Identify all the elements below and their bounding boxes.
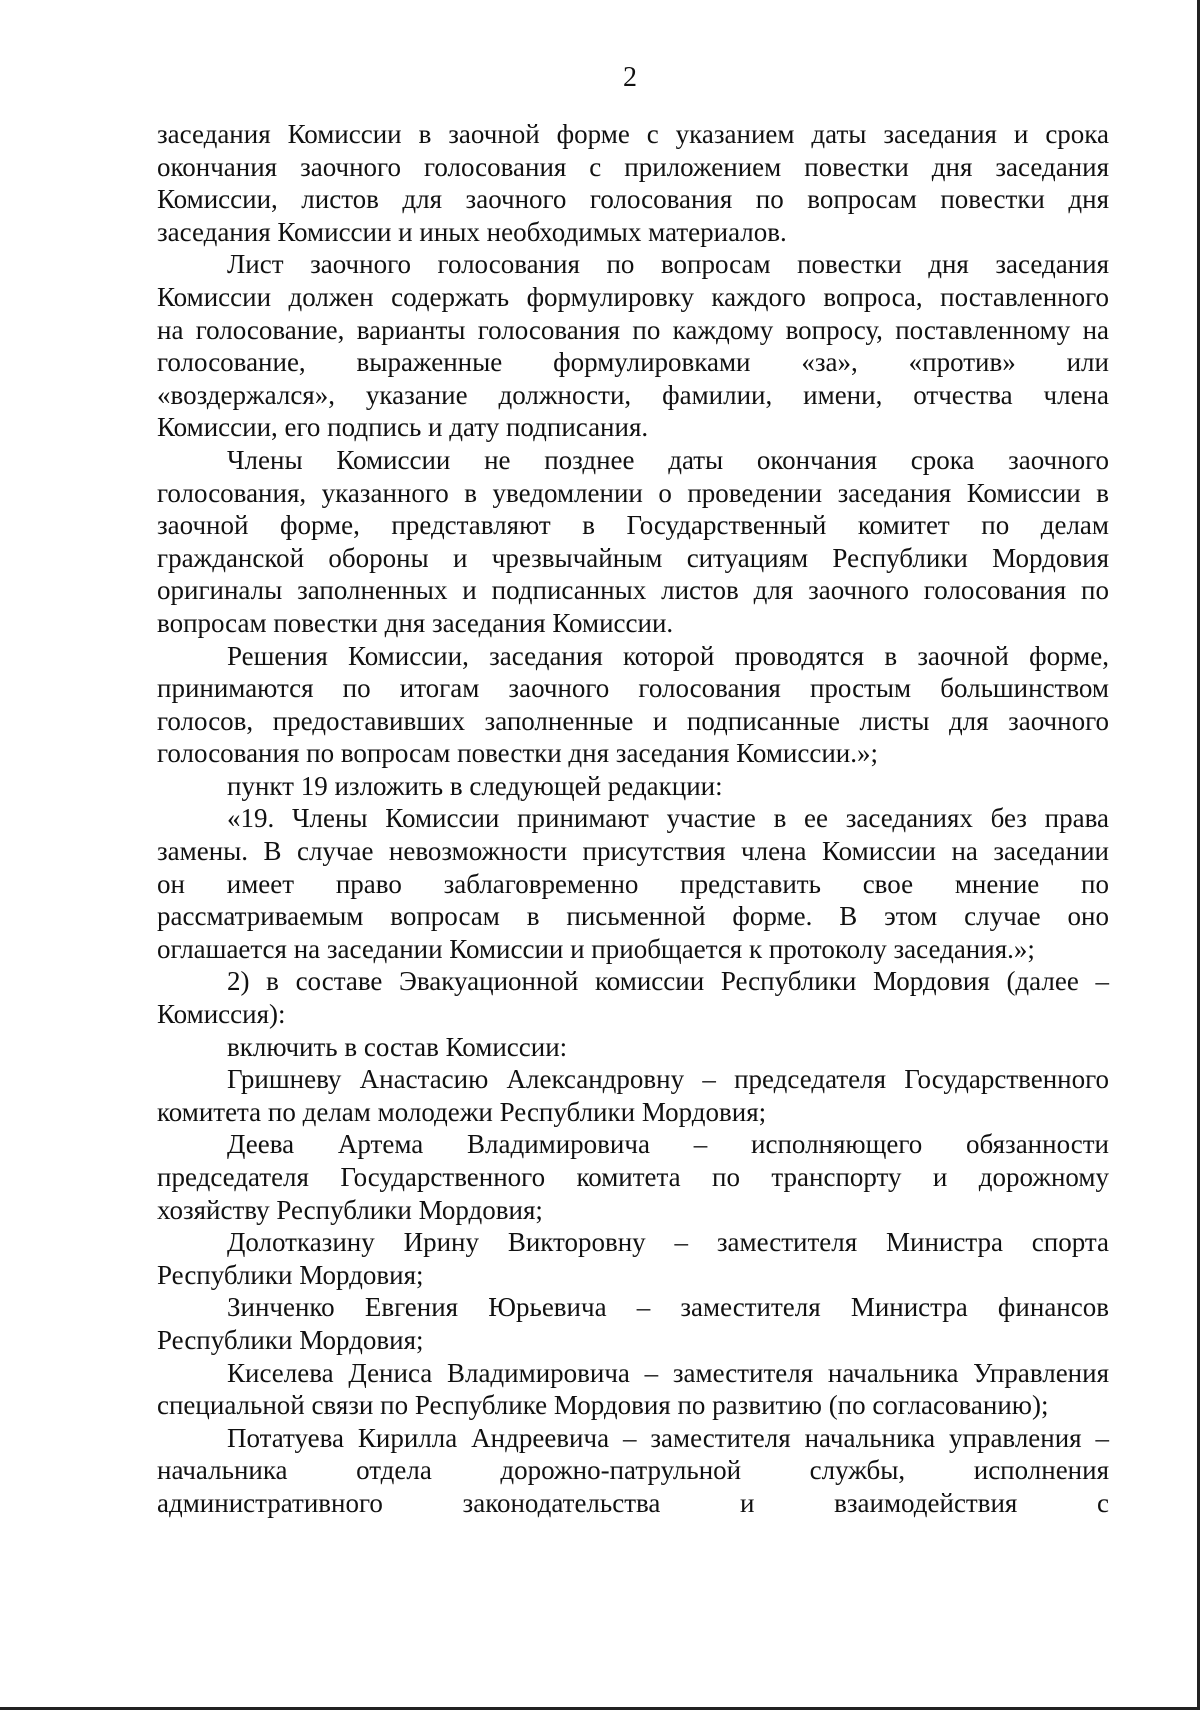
text-line: включить в состав Комиссии:: [227, 1031, 568, 1062]
text-line: голосования по вопросам повестки дня заседания Комиссии.»;: [157, 738, 878, 769]
text-line: окончания заочного голосования с приложением повестки дня заседания: [157, 151, 1109, 182]
text-line: 2) в составе Эвакуационной комиссии Республики Мордовия (далее –: [227, 966, 1109, 997]
text-line: он имеет право заблаговременно представить свое мнение по: [157, 868, 1109, 899]
text-line: Гришневу Анастасию Александровну – председателя Государственного: [227, 1064, 1109, 1095]
text-line: оглашается на заседании Комиссии и приобщается к протоколу заседания.»;: [157, 933, 1035, 964]
text-line: Республики Мордовия;: [157, 1259, 424, 1290]
text-line: комитета по делам молодежи Республики Мордовия;: [157, 1096, 767, 1127]
page-number: 2: [623, 62, 637, 93]
text-line: председателя Государственного комитета по транспорту и дорожному: [157, 1162, 1109, 1192]
text-line: Комиссии должен содержать формулировку каждого вопроса, поставленного: [157, 281, 1109, 312]
text-line: «19. Члены Комиссии принимают участие в ее заседаниях без права: [227, 803, 1109, 834]
text-line: «воздержался», указание должности, фамилии, имени, отчества члена: [157, 379, 1109, 410]
text-line: начальника отдела дорожно-патрульной службы, исполнения: [157, 1455, 1109, 1486]
text-line: Потатуева Кирилла Андреевича – заместителя начальника управления –: [227, 1422, 1109, 1453]
text-line: голосования, указанного в уведомлении о проведении заседания Комиссии в: [157, 477, 1109, 508]
text-line: на голосование, варианты голосования по каждому вопросу, поставленному на: [157, 314, 1109, 345]
text-line: пункт 19 изложить в следующей редакции:: [227, 770, 723, 801]
document-body: [157, 118, 1109, 1520]
text-line: специальной связи по Республике Мордовия по развитию (по согласованию);: [157, 1390, 1049, 1421]
text-line: Зинченко Евгения Юрьевича – заместителя Министра финансов: [227, 1292, 1109, 1323]
text-line: Комиссия):: [157, 999, 286, 1030]
text-line: хозяйству Республики Мордовия;: [157, 1194, 543, 1225]
text-line: Комиссии, его подпись и дату подписания.: [157, 412, 649, 443]
text-line: голосование, выраженные формулировками «за», «против» или: [157, 347, 1109, 378]
text-line: гражданской обороны и чрезвычайным ситуациям Республики Мордовия: [157, 542, 1109, 573]
text-line: заочной форме, представляют в Государственный комитет по делам: [157, 510, 1109, 541]
text-line: Деева Артема Владимировича – исполняющего обязанности: [227, 1129, 1109, 1160]
text-line: Комиссии, листов для заочного голосования по вопросам повестки дня: [157, 184, 1109, 215]
text-line: заседания Комиссии и иных необходимых материалов.: [157, 216, 787, 247]
text-line: рассматриваемым вопросам в письменной форме. В этом случае оно: [157, 901, 1109, 932]
text-line: оригиналы заполненных и подписанных листов для заочного голосования по: [157, 575, 1109, 606]
text-line: вопросам повестки дня заседания Комиссии.: [157, 607, 674, 638]
text-line: Члены Комиссии не позднее даты окончания срока заочного: [227, 444, 1109, 475]
text-line: принимаются по итогам заочного голосования простым большинством: [157, 673, 1109, 704]
text-line: Лист заочного голосования по вопросам повестки дня заседания: [227, 249, 1109, 280]
text-line: административного законодательства и взаимодействия с: [157, 1487, 1109, 1518]
text-line: замены. В случае невозможности присутствия члена Комиссии на заседании: [157, 836, 1109, 867]
text-line: Решения Комиссии, заседания которой проводятся в заочной форме,: [227, 640, 1109, 671]
text-line: заседания Комиссии в заочной форме с указанием даты заседания и срока: [157, 119, 1109, 149]
text-line: Киселева Дениса Владимировича – заместителя начальника Управления: [227, 1357, 1109, 1388]
text-line: Республики Мордовия;: [157, 1324, 424, 1355]
text-line: голосов, предоставивших заполненные и подписанные листы для заочного: [157, 705, 1109, 736]
text-line: Долотказину Ирину Викторовну – заместителя Министра спорта: [227, 1227, 1109, 1258]
